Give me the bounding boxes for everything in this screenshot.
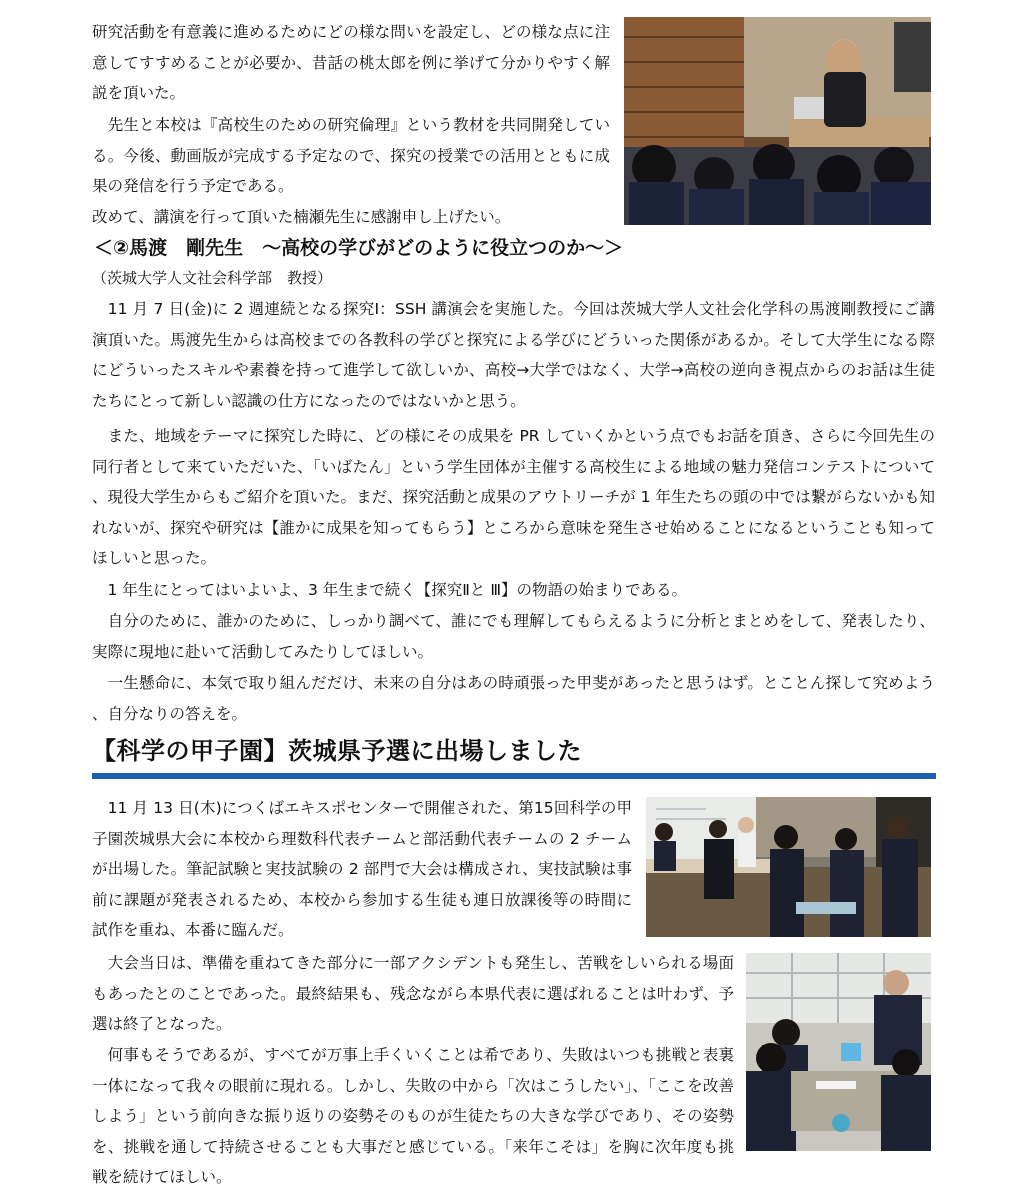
lecture2-paragraph: 一生懸命に、本気で取り組んだだけ、未来の自分はあの時頑張った甲斐があったと思うはず。とことん探して究めよう、自分なりの答えを。 [92, 674, 935, 723]
koshien-overview: 11 月 13 日(木)につくばエキスポセンターで開催された、第15回科学の甲子園茨城県大会に本校から理数科代表チームと部活動代表チームの 2 チームが出場した。筆記試験と実技試験の 2 部門で大会は構成され、実技試験は事前に課題が発表されるため、本校から参加する生徒も連日放課後等の時間に試作を重ね、本番に臨んだ。 [92, 799, 632, 939]
lecture2-paragraph: 11 月 7 日(金)に 2 週連続となる探究Ⅰ：SSH 講演会を実施した。今回は茨城大学人文社会化学科の馬渡剛教授にご講演頂いた。馬渡先生からは高校までの各教科の学びと探究による学びにどういった関係があるか。そして大学生になる際にどういったスキルや素養を持って進学して欲しいか、高校→大学ではなく、大学→高校の逆向き視点からのお話は生徒たちにとって新しい認識の仕方になったのではないかと思う。 [92, 300, 935, 410]
koshien-team-photo [746, 953, 931, 1151]
lecture1-thanks: 改めて、講演を行って頂いた楠瀬先生に感謝申し上げたい。 [92, 208, 511, 226]
section-title-underline [92, 773, 936, 779]
koshien-result: 大会当日は、準備を重ねてきた部分に一部アクシデントも発生し、苦戦をしいられる場面もあったとのことであった。最終結果も、残念ながら本県代表に選ばれることは叶わず、予選は終了となった。 [92, 954, 734, 1033]
lecture1-summary: 研究活動を有意義に進めるためにどの様な問いを設定し、どの様な点に注意してすすめることが必要か、昔話の桃太郎を例に挙げて分かりやすく解説を頂いた。 [92, 23, 610, 102]
lecture2-heading: ＜②馬渡 剛先生 ～高校の学びがどのように役立つのか～＞ [94, 237, 624, 259]
lecture2-paragraph: また、地域をテーマに探究した時に、どの様にその成果を PR していくかという点でもお話を頂き、さらに今回先生の同行者として来ていただいた、「いばたん」という学生団体が主催する高校生による地域の魅力発信コンテストについて、現役大学生からもご紹介を頂いた。まだ、探究活動と成果のアウトリーチが 1 年生たちの頭の中では繋がらないかも知れないが、探究や研究は【誰かに成果を知ってもらう】ところから意味を発生させ始めることになるということも知ってほしいと思った。 [92, 427, 935, 567]
koshien-lab-photo [646, 797, 931, 937]
lecture2-paragraph: 自分のために、誰かのために、しっかり調べて、誰にでも理解してもらえるように分析とまとめをして、発表したり、実際に現地に赴いて活動してみたりしてほしい。 [92, 612, 935, 661]
lecture2-affiliation: （茨城大学人文社会科学部 教授） [92, 269, 333, 287]
koshien-section-title: 【科学の甲子園】茨城県予選に出場しました [92, 737, 582, 765]
lecture-photo [624, 17, 931, 225]
koshien-reflection: 何事もそうであるが、すべてが万事上手くいくことは希であり、失敗はいつも挑戦と表裏一体になって我々の眼前に現れる。しかし、失敗の中から「次はこうしたい」、「ここを改善しよう」という前向きな振り返りの姿勢そのものが生徒たちの大きな学びであり、その姿勢を、挑戦を通して持続させることも大事だと感じている。「来年こそは」を胸に次年度も挑戦を続けてほしい。 [92, 1046, 734, 1186]
lecture1-material-note: 先生と本校は『高校生のための研究倫理』という教材を共同開発している。今後、動画版が完成する予定なので、探究の授業での活用とともに成果の発信を行う予定である。 [92, 116, 610, 195]
lecture2-paragraph: 1 年生にとってはいよいよ、3 年生まで続く【探究Ⅱと Ⅲ】の物語の始まりである。 [92, 581, 688, 599]
